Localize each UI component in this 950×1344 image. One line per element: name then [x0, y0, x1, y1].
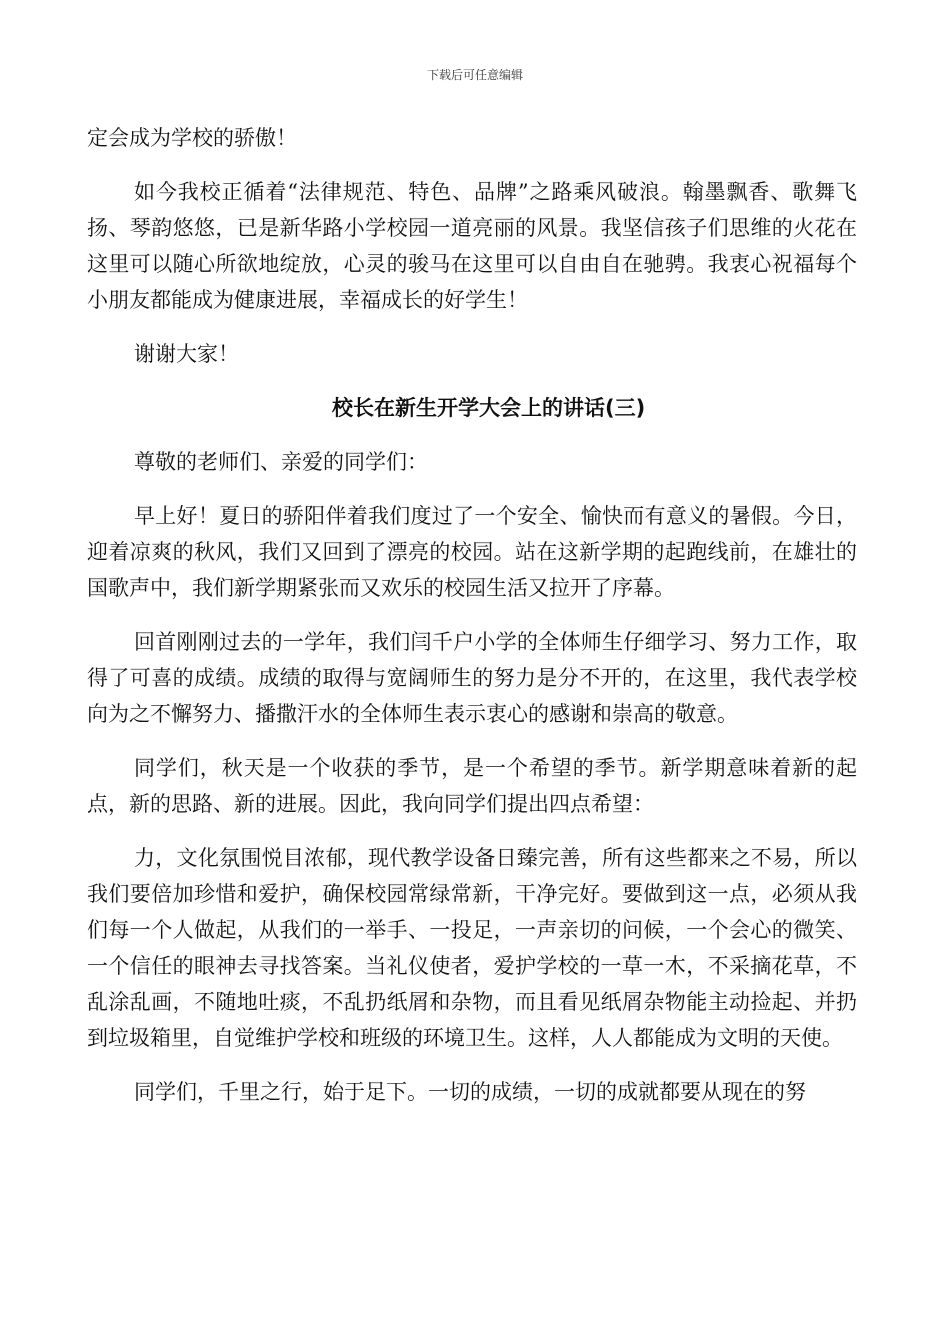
paragraph: 回首刚刚过去的一学年，我们闫千户小学的全体师生仔细学习、努力工作，取得了可喜的成绩。成绩的取得与宽阔师生的努力是分不开的，在这里，我代表学校向为之不懈努力、播撒汗水的全体师生表示衷心的感谢和崇高的敬意。 — [87, 630, 857, 726]
paragraph: 同学们，千里之行，始于足下。一切的成绩，一切的成就都要从现在的努 — [134, 1080, 806, 1104]
section-title: 校长在新生开学大会上的讲话(三) — [332, 396, 646, 420]
paragraph: 尊敬的老师们、亲爱的同学们： — [134, 450, 428, 474]
document-body — [87, 120, 857, 1128]
paragraph: 如今我校正循着“法律规范、特色、品牌”之路乘风破浪。翰墨飘香、歌舞飞扬、琴韵悠悠，已是新华路小学校园一道亮丽的风景。我坚信孩子们思维的火花在这里可以随心所欲地绽放，心灵的骏马在这里可以自由自在驰骋。我衷心祝福每个小朋友都能成为健康进展，幸福成长的好学生！ — [87, 180, 857, 312]
paragraph: 谢谢大家！ — [134, 342, 239, 366]
paragraph: 力，文化氛围悦目浓郁，现代教学设备日臻完善，所有这些都来之不易，所以我们要倍加珍惜和爱护，确保校园常绿常新，干净完好。要做到这一点，必须从我们每一个人做起，从我们的一举手、一投足，一声亲切的问候，一个会心的微笑、一个信任的眼神去寻找答案。当礼仪使者，爱护学校的一草一木，不采摘花草，不乱涂乱画，不随地吐痰，不乱扔纸屑和杂物，而且看见纸屑杂物能主动捡起、并扔到垃圾箱里，自觉维护学校和班级的环境卫生。这样，人人都能成为文明的天使。 — [87, 846, 857, 1050]
paragraph: 早上好！夏日的骄阳伴着我们度过了一个安全、愉快而有意义的暑假。今日，迎着凉爽的秋风，我们又回到了漂亮的校园。站在这新学期的起跑线前，在雄壮的国歌声中，我们新学期紧张而又欢乐的校园生活又拉开了序幕。 — [87, 504, 857, 600]
paragraph: 同学们，秋天是一个收获的季节，是一个希望的季节。新学期意味着新的起点，新的思路、新的进展。因此，我向同学们提出四点希望： — [87, 756, 857, 816]
page-header-note: 下载后可任意编辑 — [426, 68, 523, 82]
paragraph: 定会成为学校的骄傲！ — [87, 126, 297, 150]
